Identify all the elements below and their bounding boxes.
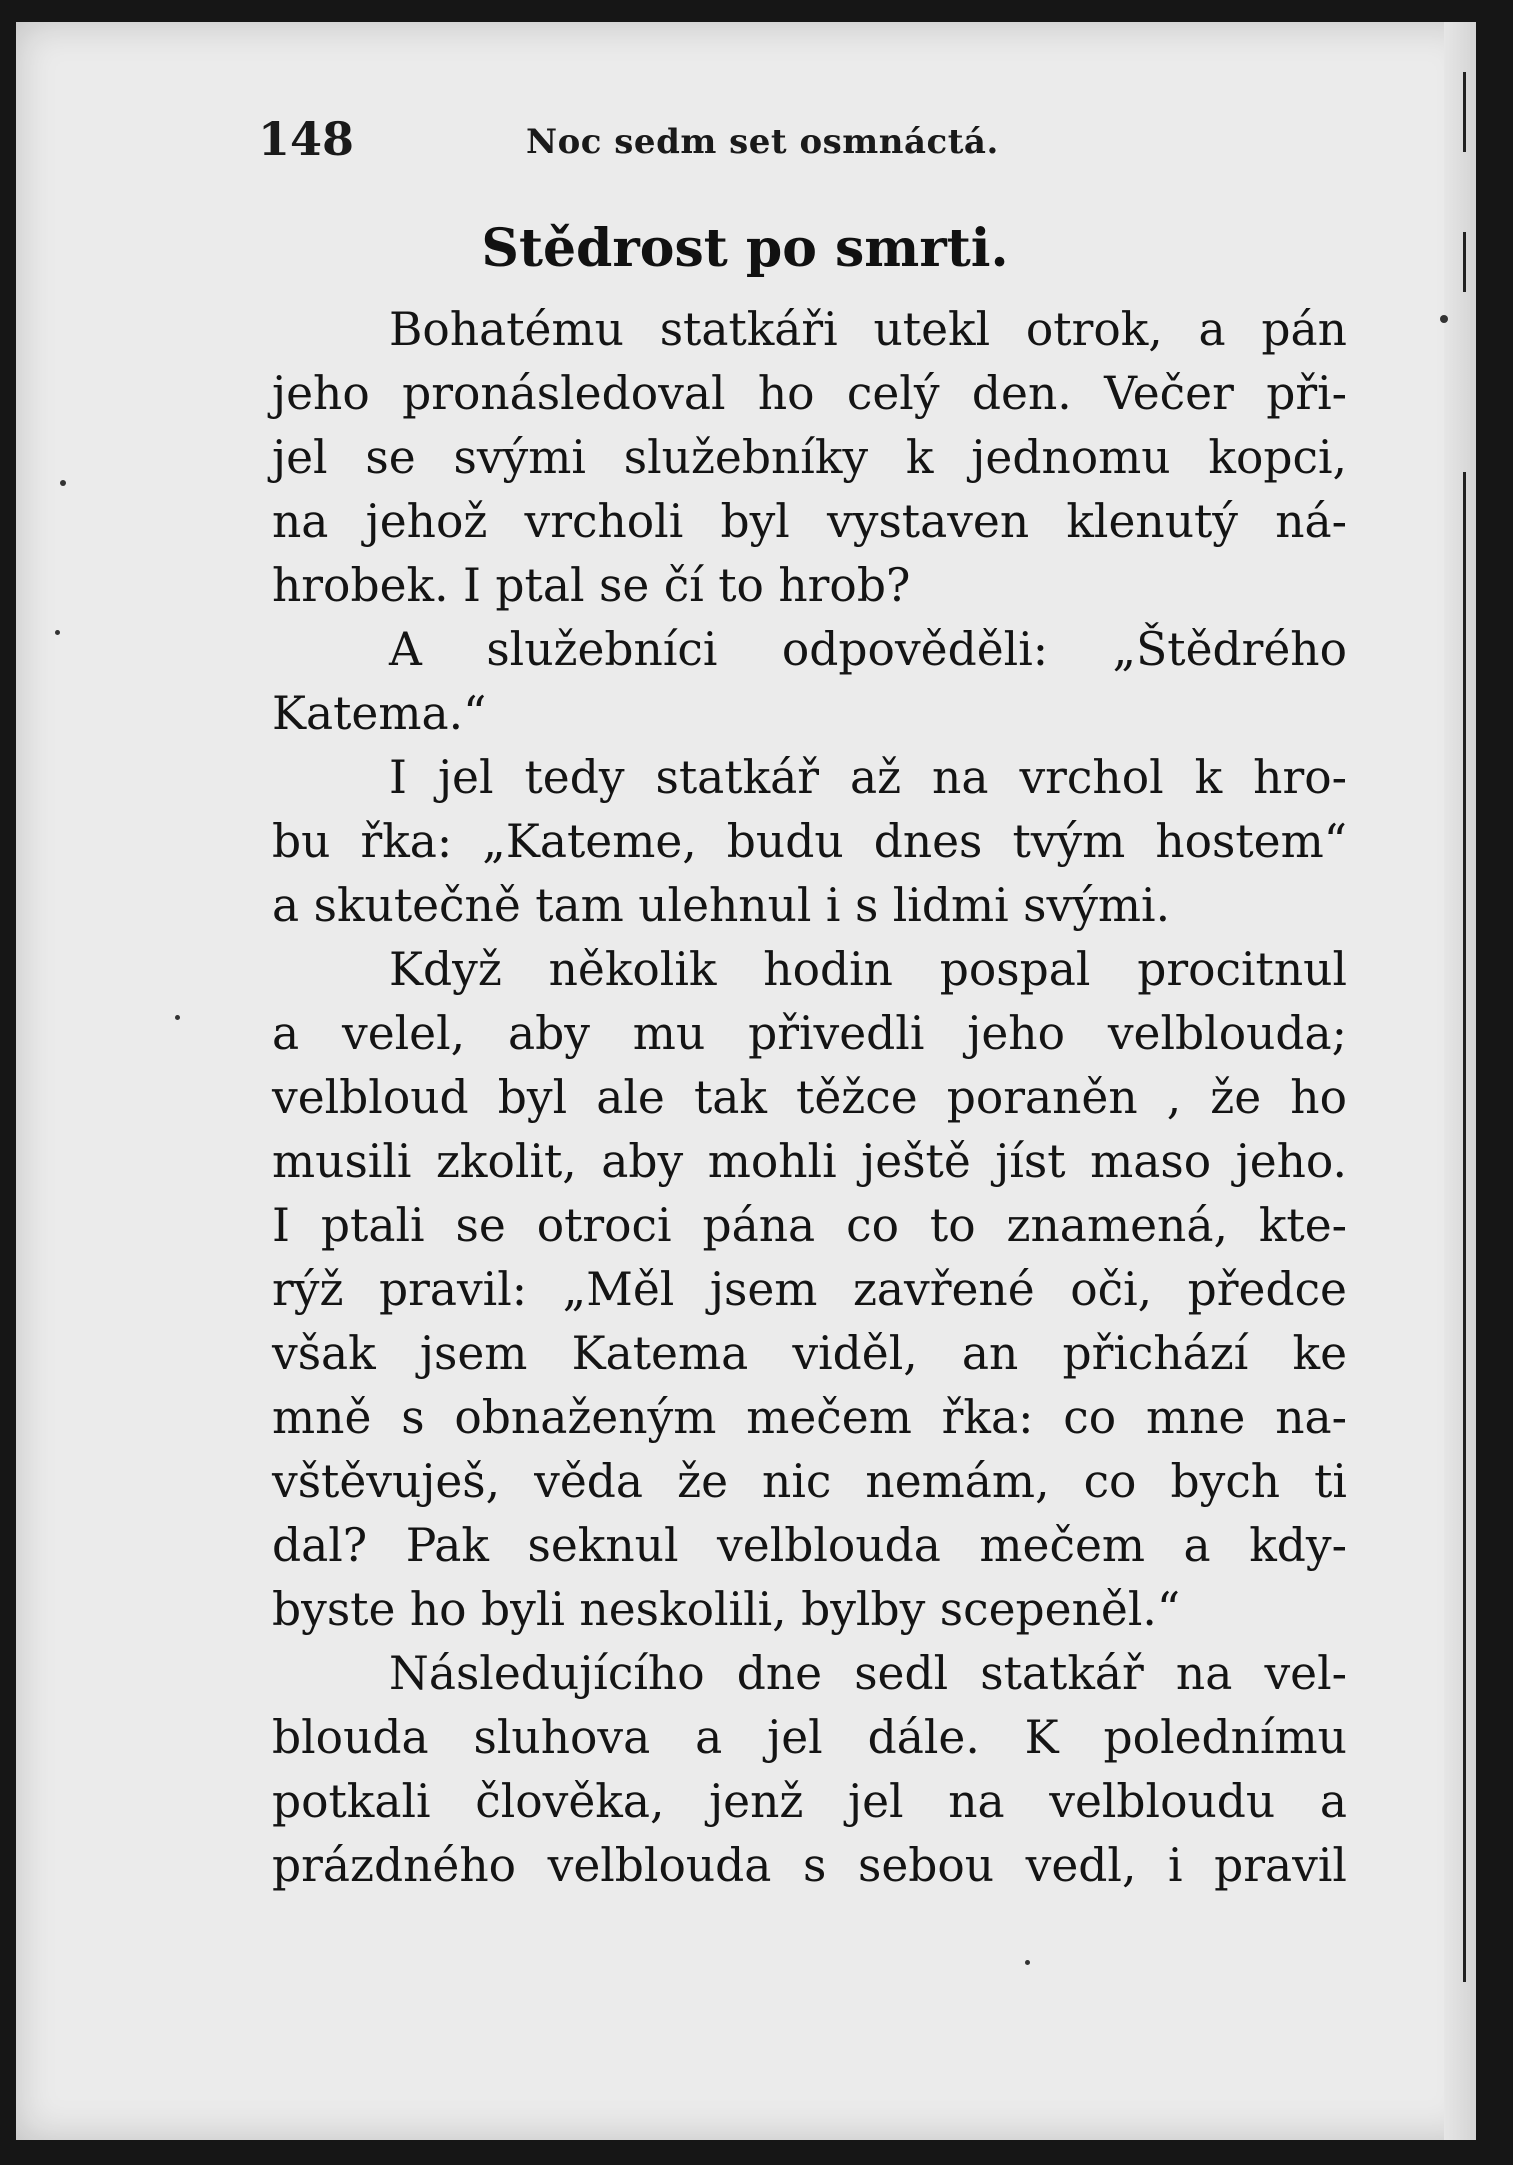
running-title: Noc sedm set osmnáctá. — [526, 122, 999, 162]
text-line: blouda sluhova a jel dále. K polednímu — [272, 1711, 1347, 1764]
text-line: Katema.“ — [272, 687, 487, 740]
text-line: Bohatému statkáři utekl otrok, a pán — [389, 303, 1347, 356]
text-line: I ptali se otroci pána co to znamená, kte- — [272, 1199, 1347, 1252]
print-speck — [1025, 1960, 1030, 1965]
text-line: však jsem Katema viděl, an přichází ke — [272, 1327, 1347, 1380]
edge-mark — [1463, 72, 1466, 152]
edge-mark — [1463, 1022, 1466, 1582]
text-line: musili zkolit, aby mohli ještě jíst maso jeho. — [272, 1135, 1347, 1188]
text-line: dal? Pak seknul velblouda mečem a kdy- — [272, 1519, 1347, 1572]
text-line: A služebníci odpověděli: „Štědrého — [389, 623, 1347, 676]
edge-mark — [1463, 472, 1466, 1032]
page-header — [258, 112, 1358, 172]
story-body — [272, 298, 1347, 1898]
text-line: rýž pravil: „Měl jsem zavřené oči, předce — [272, 1263, 1347, 1316]
story-title: Stědrost po smrti. — [481, 218, 1009, 279]
edge-mark — [1463, 1582, 1466, 1982]
text-line: na jehož vrcholi byl vystaven klenutý ná- — [272, 495, 1347, 548]
print-speck — [1440, 315, 1448, 323]
text-line: a velel, aby mu přivedli jeho velblouda; — [272, 1007, 1347, 1060]
text-line: Když několik hodin pospal procitnul — [389, 943, 1347, 996]
print-speck — [175, 1015, 180, 1020]
text-line: byste ho byli neskolili, bylby scepeněl.“ — [272, 1583, 1181, 1636]
print-speck — [60, 480, 66, 486]
page-number: 148 — [258, 112, 355, 166]
text-line: vštěvuješ, věda že nic nemám, co bych ti — [272, 1455, 1347, 1508]
text-line: Následujícího dne sedl statkář na vel- — [389, 1647, 1347, 1700]
text-line: I jel tedy statkář až na vrchol k hro- — [389, 751, 1347, 804]
print-speck — [55, 630, 60, 635]
text-line: hrobek. I ptal se čí to hrob? — [272, 559, 911, 612]
text-line: jel se svými služebníky k jednomu kopci, — [272, 431, 1347, 484]
text-line: jeho pronásledoval ho celý den. Večer při- — [272, 367, 1347, 420]
text-line: velbloud byl ale tak těžce poraněn , že ho — [272, 1071, 1347, 1124]
text-line: prázdného velblouda s sebou vedl, i pravil — [272, 1839, 1347, 1892]
page-binding-edge — [1444, 22, 1476, 2140]
text-line: potkali člověka, jenž jel na velbloudu a — [272, 1775, 1347, 1828]
text-line: a skutečně tam ulehnul i s lidmi svými. — [272, 879, 1171, 932]
text-line: mně s obnaženým mečem řka: co mne na- — [272, 1391, 1347, 1444]
text-line: bu řka: „Kateme, budu dnes tvým hostem“ — [272, 815, 1347, 868]
